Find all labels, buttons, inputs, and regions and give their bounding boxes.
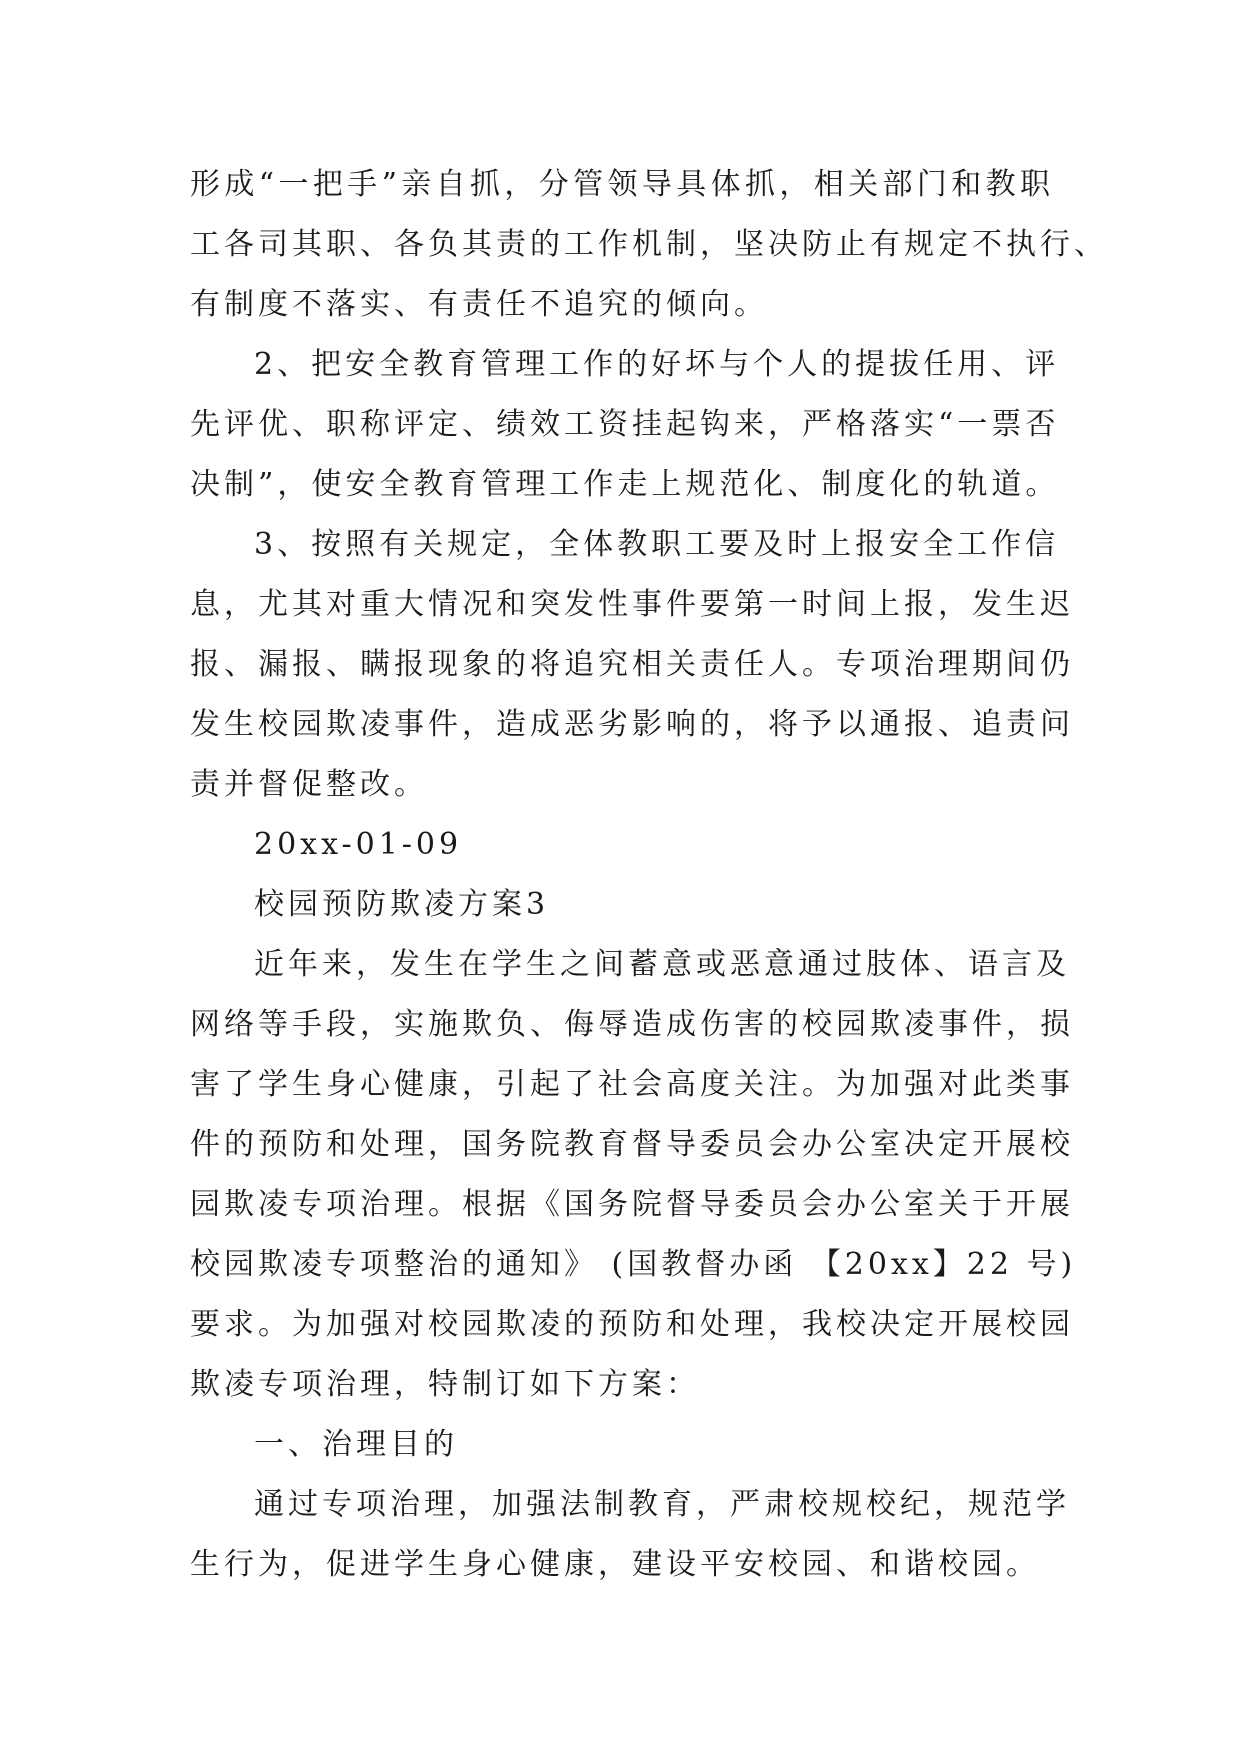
text-line: 息，尤其对重大情况和突发性事件要第一时间上报，发生迟 [190,587,1074,622]
text-line: 园欺凌专项治理。根据《国务院督导委员会办公室关于开展 [190,1187,1074,1222]
text-line: 先评优、职称评定、绩效工资挂起钩来，严格落实“一票否 [190,407,1060,442]
text-line: 近年来，发生在学生之间蓄意或恶意通过肢体、语言及 [254,947,1070,982]
document-page [190,155,1108,1595]
text-line: 要求。为加强对校园欺凌的预防和处理，我校决定开展校园 [190,1307,1074,1342]
text-line: 欺凌专项治理，特制订如下方案： [190,1367,700,1402]
text-line: 生行为，促进学生身心健康，建设平安校园、和谐校园。 [190,1547,1040,1582]
section-title: 校园预防欺凌方案3 [254,887,550,922]
text-line: 件的预防和处理，国务院教育督导委员会办公室决定开展校 [190,1127,1074,1162]
text-line: 校园欺凌专项整治的通知》 (国教督办函 【20xx】22 号) [190,1247,1077,1282]
text-line: 责并督促整改。 [190,767,428,802]
heading-line: 一、治理目的 [254,1427,458,1462]
text-line: 形成“一把手”亲自抓，分管领导具体抓，相关部门和教职 [190,167,1054,202]
text-line: 3、按照有关规定，全体教职工要及时上报安全工作信 [254,527,1060,562]
text-line: 工各司其职、各负其责的工作机制，坚决防止有规定不执行、 [190,227,1108,262]
text-line: 报、漏报、瞒报现象的将追究相关责任人。专项治理期间仍 [190,647,1074,682]
text-line: 网络等手段，实施欺负、侮辱造成伤害的校园欺凌事件，损 [190,1007,1074,1042]
date-line: 20xx-01-09 [254,827,463,862]
text-line: 发生校园欺凌事件，造成恶劣影响的，将予以通报、追责问 [190,707,1074,742]
text-line: 决制”，使安全教育管理工作走上规范化、制度化的轨道。 [190,467,1060,502]
text-line: 通过专项治理，加强法制教育，严肃校规校纪，规范学 [254,1487,1070,1522]
text-line: 有制度不落实、有责任不追究的倾向。 [190,287,768,322]
text-line: 害了学生身心健康，引起了社会高度关注。为加强对此类事 [190,1067,1074,1102]
text-line: 2、把安全教育管理工作的好坏与个人的提拔任用、评 [254,347,1060,382]
